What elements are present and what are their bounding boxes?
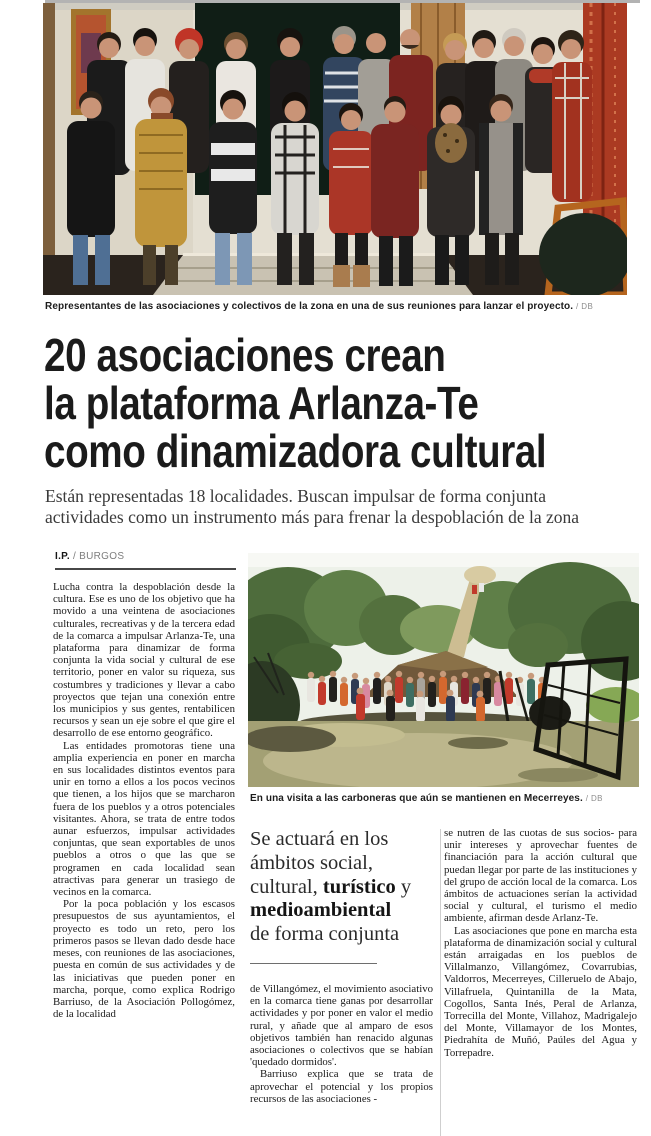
- carboneras-photo-illustration: [248, 553, 639, 787]
- photo1-caption-text: Representantes de las asociaciones y colectivos de la zona en una de sus reuniones para lanzar el proyecto.: [45, 301, 574, 312]
- carboneras-photo: [248, 553, 639, 787]
- pull-quote-line4: medioambiental: [250, 899, 392, 922]
- headline-line2: la plataforma Arlanza-Te: [44, 377, 479, 429]
- subheadline-line1: Están representadas 18 localidades. Buscan impulsar de forma conjunta: [45, 486, 547, 506]
- col3-paragraph-2: Las asociaciones que pone en marcha esta plataforma de dinamización social y cultural están arraigadas en los pueblos de Villalmanzo, Villangómez, Covarrubias, Valdorros, Mecerreyes, Cilleruelo de Abajo, Villafruela, Quintanilla de la Mata, Cogollos, Santa Inés, Peral de Arlanza, Torrecilla del Monte, Villahoz, Madrigalejo del Monte, Villamayor de los Montes, Piedrahíta de Muñó, Paúles del Agua y Torrepadre.: [444, 924, 637, 1059]
- byline-author: I.P.: [55, 551, 70, 562]
- photo2-credit: / DB: [585, 794, 603, 803]
- photo1-credit: / DB: [576, 302, 594, 311]
- col1-paragraph-1: Lucha contra la despoblación desde la cultura. Ese es uno de los objetivo que ha movido a una veintena de asociaciones culturales, recreativas y de la tercera edad de la comarca a impulsar Arlanza-Te, una plataforma para dinamizar de forma conjunta la vida social y cultural de ese territorio, poner en valor su riqueza, sus costumbres y tradiciones y llevar a cabo proyectos que tejan una conexión entre los municipios y sus gentes, rentabilicen recursos y sean un eje sobre el que gire el desarrollo de ese entorno geográfico.: [53, 581, 235, 740]
- subheadline-line2: actividades como un instrumento más para frenar la despoblación de la zona: [45, 506, 580, 527]
- col2-paragraph-2: Barriuso explica que se trata de aprovechar el potencial y los propios recursos de las asociaciones -: [250, 1068, 433, 1105]
- grass-foreground: [248, 721, 639, 787]
- byline-location: / BURGOS: [73, 551, 125, 562]
- photo2-caption-text: En una visita a las carboneras que aún se mantienen en Mecerreyes.: [250, 793, 583, 804]
- pull-quote: [250, 828, 435, 947]
- pull-quote-rule: [250, 963, 377, 964]
- pull-quote-line2: ámbitos social,: [250, 851, 373, 874]
- col2-paragraph-1: de Villangómez, el movimiento asociativo en la comarca tiene ganas por desarrollar actividades y por poner en valor el medio rural, y añade que al amparo de esos objetivos también han renacido algunas asociaciones o colectivos que se habían 'quedado dormidos'.: [250, 983, 433, 1069]
- photo2-caption: [250, 793, 639, 805]
- pull-quote-line3: cultural, turístico y: [250, 875, 412, 898]
- group-photo-illustration: [43, 3, 627, 295]
- column-divider: [440, 829, 441, 1136]
- body-column-1: [53, 581, 235, 1136]
- pull-quote-line1: Se actuará en los: [250, 828, 389, 850]
- subheadline: [45, 486, 630, 527]
- pull-quote-line5: de forma conjunta: [250, 923, 400, 946]
- group-photo: [43, 3, 627, 295]
- col1-paragraph-2: Las entidades promotoras tiene una amplia experiencia en poner en marcha en sus localidades distintos eventos para unir en torno a ellos a los pocos vecinos que tienen, a los hijos que se marcharon fuera de los pueblos y a otros potenciales visitantes. Ahora, se trata de entre todos aunar esfuerzos, impulsar actividades conjuntas, que sean exportables de unos pueblos a otros o que las que se programen en cada localidad sean atractivas para generar un trasiego de vecinos en la comarca.: [53, 739, 235, 899]
- photo1-caption: [45, 301, 627, 313]
- headline: [44, 331, 546, 475]
- headline-line1: 20 asociaciones crean: [44, 329, 446, 381]
- body-column-3: [444, 827, 637, 1136]
- byline-rule: [55, 568, 236, 570]
- col1-paragraph-3: Por la poca población y los escasos presupuestos de sus ayuntamientos, el proyecto es todo un reto, pero los primeros pasos se llevan dado desde hace meses, con reuniones de las asociaciones, puesta en común de sus actividades y de las iniciativas que pueden poner en marcha, porque, como explica Rodrigo Barriuso, de la Asociación Pollogómez, de la localidad: [53, 898, 235, 1021]
- col3-paragraph-1: se nutren de las cuotas de sus socios- para unir intereses y aprovechar fuentes de financiación para la acción cultural que puedan llegar por parte de las instituciones y del grupo de acción local de la comarca. Los ámbitos de actuaciones serían la actividad social y cultural, el turismo el medio ambiente, afirman desde Arlanz-Te.: [444, 827, 637, 925]
- headline-line3: como dinamizadora cultural: [44, 425, 547, 477]
- byline: [55, 551, 124, 562]
- body-column-2: [250, 983, 433, 1136]
